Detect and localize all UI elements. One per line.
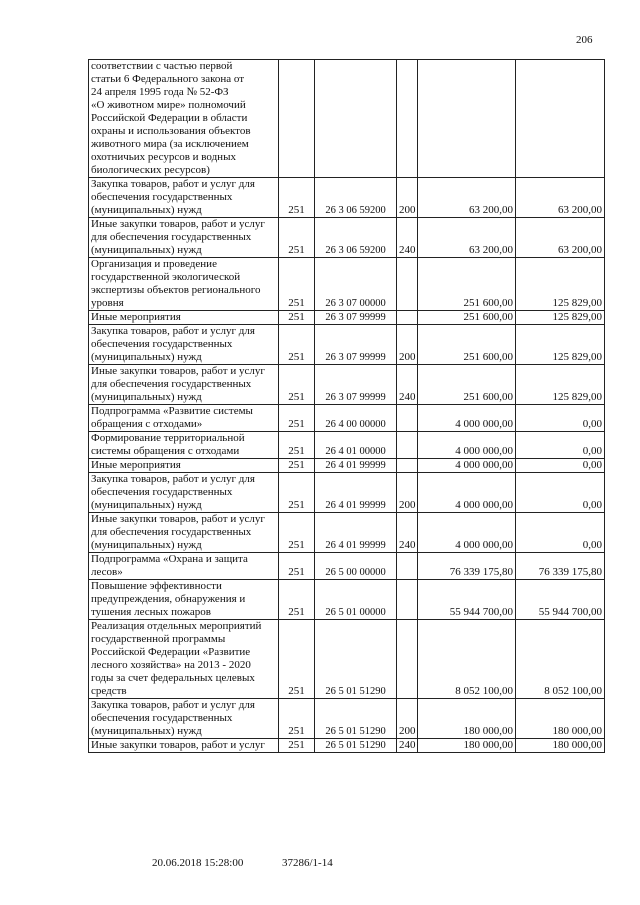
amount-planned-cell: 63 200,00 (418, 218, 516, 258)
target-article-cell: 26 5 01 51290 (315, 739, 397, 753)
expense-type-cell (397, 553, 418, 580)
target-article-cell: 26 5 00 00000 (315, 553, 397, 580)
amount-planned-cell: 4 000 000,00 (418, 459, 516, 473)
amount-executed-cell: 0,00 (516, 405, 605, 432)
amount-executed-cell: 180 000,00 (516, 739, 605, 753)
row-name-cell (89, 432, 279, 459)
expense-type-cell (397, 459, 418, 473)
amount-planned-cell: 8 052 100,00 (418, 620, 516, 699)
amount-executed-cell: 0,00 (516, 513, 605, 553)
table-row (89, 405, 605, 432)
table-row (89, 620, 605, 699)
row-name-text: Иные закупки товаров, работ и услуг (91, 739, 265, 751)
table-row (89, 365, 605, 405)
amount-planned-cell (418, 60, 516, 178)
amount-executed-cell: 0,00 (516, 473, 605, 513)
target-article-cell (315, 60, 397, 178)
expense-type-cell: 240 (397, 218, 418, 258)
row-name-text: Формирование территориальной системы обращения с отходами (91, 432, 245, 457)
row-name-text: Подпрограмма «Развитие системы обращения с отходами» (91, 405, 253, 430)
row-name-cell (89, 178, 279, 218)
expense-type-cell: 200 (397, 699, 418, 739)
row-name-text: Иные закупки товаров, работ и услуг для обеспечения государственных (муниципальных) нужд (91, 365, 265, 403)
target-article-cell: 26 3 06 59200 (315, 178, 397, 218)
row-name-text: Закупка товаров, работ и услуг для обеспечения государственных (муниципальных) нужд (91, 473, 255, 511)
row-name-text: Закупка товаров, работ и услуг для обеспечения государственных (муниципальных) нужд (91, 325, 255, 363)
target-article-cell: 26 5 01 51290 (315, 620, 397, 699)
row-name-text: Иные мероприятия (91, 311, 181, 323)
admin-code-cell: 251 (279, 325, 315, 365)
row-name-cell (89, 60, 279, 178)
amount-executed-cell: 63 200,00 (516, 178, 605, 218)
target-article-cell: 26 3 07 99999 (315, 325, 397, 365)
row-name-text: Иные мероприятия (91, 459, 181, 471)
admin-code-cell: 251 (279, 580, 315, 620)
amount-planned-cell: 4 000 000,00 (418, 432, 516, 459)
row-name-text: Реализация отдельных мероприятий государственной программы Российской Федерации «Развитие лесного хозяйства» на 2013 - 2020 годы за счет федеральных целевых средств (91, 620, 262, 697)
row-name-cell (89, 739, 279, 753)
expense-type-cell (397, 580, 418, 620)
table-row (89, 513, 605, 553)
amount-planned-cell: 251 600,00 (418, 365, 516, 405)
amount-planned-cell: 4 000 000,00 (418, 513, 516, 553)
expense-type-cell: 200 (397, 325, 418, 365)
amount-executed-cell: 180 000,00 (516, 699, 605, 739)
admin-code-cell: 251 (279, 459, 315, 473)
target-article-cell: 26 3 06 59200 (315, 218, 397, 258)
admin-code-cell: 251 (279, 473, 315, 513)
amount-executed-cell: 8 052 100,00 (516, 620, 605, 699)
admin-code-cell: 251 (279, 620, 315, 699)
row-name-cell (89, 311, 279, 325)
expense-type-cell: 240 (397, 513, 418, 553)
row-name-text: соответствии с частью первой статьи 6 Федерального закона от 24 апреля 1995 года № 52-ФЗ «О животном мире» полномочий Российской Федерации в области охраны и использования объектов животного мира (за исключением охотничьих ресурсов и водных биологических ресурсов) (91, 60, 251, 176)
expense-type-cell (397, 432, 418, 459)
row-name-text: Закупка товаров, работ и услуг для обеспечения государственных (муниципальных) нужд (91, 178, 255, 216)
amount-planned-cell: 4 000 000,00 (418, 473, 516, 513)
table-row (89, 311, 605, 325)
row-name-cell (89, 258, 279, 311)
admin-code-cell: 251 (279, 739, 315, 753)
target-article-cell: 26 3 07 99999 (315, 365, 397, 405)
amount-planned-cell: 4 000 000,00 (418, 405, 516, 432)
table-row (89, 553, 605, 580)
expense-type-cell (397, 405, 418, 432)
amount-executed-cell: 55 944 700,00 (516, 580, 605, 620)
table-row (89, 699, 605, 739)
target-article-cell: 26 3 07 99999 (315, 311, 397, 325)
admin-code-cell: 251 (279, 553, 315, 580)
footer-doc-number: 37286/1-14 (282, 857, 333, 869)
admin-code-cell: 251 (279, 432, 315, 459)
target-article-cell: 26 4 00 00000 (315, 405, 397, 432)
row-name-cell (89, 553, 279, 580)
footer-timestamp: 20.06.2018 15:28:00 (152, 857, 244, 869)
row-name-cell (89, 699, 279, 739)
admin-code-cell: 251 (279, 405, 315, 432)
row-name-cell (89, 580, 279, 620)
target-article-cell: 26 4 01 99999 (315, 513, 397, 553)
expense-type-cell: 240 (397, 365, 418, 405)
row-name-cell (89, 405, 279, 432)
row-name-text: Иные закупки товаров, работ и услуг для обеспечения государственных (муниципальных) нужд (91, 513, 265, 551)
admin-code-cell: 251 (279, 258, 315, 311)
amount-executed-cell: 125 829,00 (516, 311, 605, 325)
amount-planned-cell: 55 944 700,00 (418, 580, 516, 620)
amount-planned-cell: 76 339 175,80 (418, 553, 516, 580)
admin-code-cell: 251 (279, 311, 315, 325)
amount-executed-cell: 0,00 (516, 432, 605, 459)
row-name-cell (89, 620, 279, 699)
admin-code-cell (279, 60, 315, 178)
admin-code-cell: 251 (279, 699, 315, 739)
amount-executed-cell: 76 339 175,80 (516, 553, 605, 580)
amount-executed-cell: 125 829,00 (516, 365, 605, 405)
row-name-text: Подпрограмма «Охрана и защита лесов» (91, 553, 248, 578)
table-row (89, 739, 605, 753)
amount-planned-cell: 251 600,00 (418, 311, 516, 325)
row-name-text: Организация и проведение государственной экологической экспертизы объектов регионального уровня (91, 258, 261, 309)
table-row (89, 580, 605, 620)
admin-code-cell: 251 (279, 513, 315, 553)
target-article-cell: 26 5 01 51290 (315, 699, 397, 739)
amount-planned-cell: 63 200,00 (418, 178, 516, 218)
expense-type-cell: 200 (397, 178, 418, 218)
expense-type-cell: 240 (397, 739, 418, 753)
row-name-cell (89, 459, 279, 473)
target-article-cell: 26 5 01 00000 (315, 580, 397, 620)
row-name-text: Иные закупки товаров, работ и услуг для обеспечения государственных (муниципальных) нужд (91, 218, 265, 256)
table-row (89, 432, 605, 459)
row-name-cell (89, 325, 279, 365)
amount-executed-cell (516, 60, 605, 178)
target-article-cell: 26 3 07 00000 (315, 258, 397, 311)
expense-type-cell: 200 (397, 473, 418, 513)
amount-executed-cell: 0,00 (516, 459, 605, 473)
target-article-cell: 26 4 01 99999 (315, 473, 397, 513)
amount-planned-cell: 251 600,00 (418, 258, 516, 311)
target-article-cell: 26 4 01 99999 (315, 459, 397, 473)
row-name-cell (89, 513, 279, 553)
table-row (89, 178, 605, 218)
amount-executed-cell: 125 829,00 (516, 325, 605, 365)
admin-code-cell: 251 (279, 365, 315, 405)
expense-type-cell (397, 620, 418, 699)
row-name-cell (89, 218, 279, 258)
amount-planned-cell: 180 000,00 (418, 699, 516, 739)
target-article-cell: 26 4 01 00000 (315, 432, 397, 459)
row-name-cell (89, 365, 279, 405)
admin-code-cell: 251 (279, 218, 315, 258)
expense-type-cell (397, 311, 418, 325)
table-row (89, 325, 605, 365)
admin-code-cell: 251 (279, 178, 315, 218)
page-number: 206 (576, 34, 593, 46)
row-name-text: Повышение эффективности предупреждения, обнаружения и тушения лесных пожаров (91, 580, 246, 618)
table-row (89, 258, 605, 311)
expense-type-cell (397, 60, 418, 178)
table-row (89, 218, 605, 258)
table-row (89, 459, 605, 473)
amount-planned-cell: 251 600,00 (418, 325, 516, 365)
table-row (89, 473, 605, 513)
table-row (89, 60, 605, 178)
table-body (89, 60, 605, 753)
amount-executed-cell: 125 829,00 (516, 258, 605, 311)
row-name-cell (89, 473, 279, 513)
budget-table (88, 59, 605, 753)
row-name-text: Закупка товаров, работ и услуг для обеспечения государственных (муниципальных) нужд (91, 699, 255, 737)
expense-type-cell (397, 258, 418, 311)
amount-executed-cell: 63 200,00 (516, 218, 605, 258)
amount-planned-cell: 180 000,00 (418, 739, 516, 753)
